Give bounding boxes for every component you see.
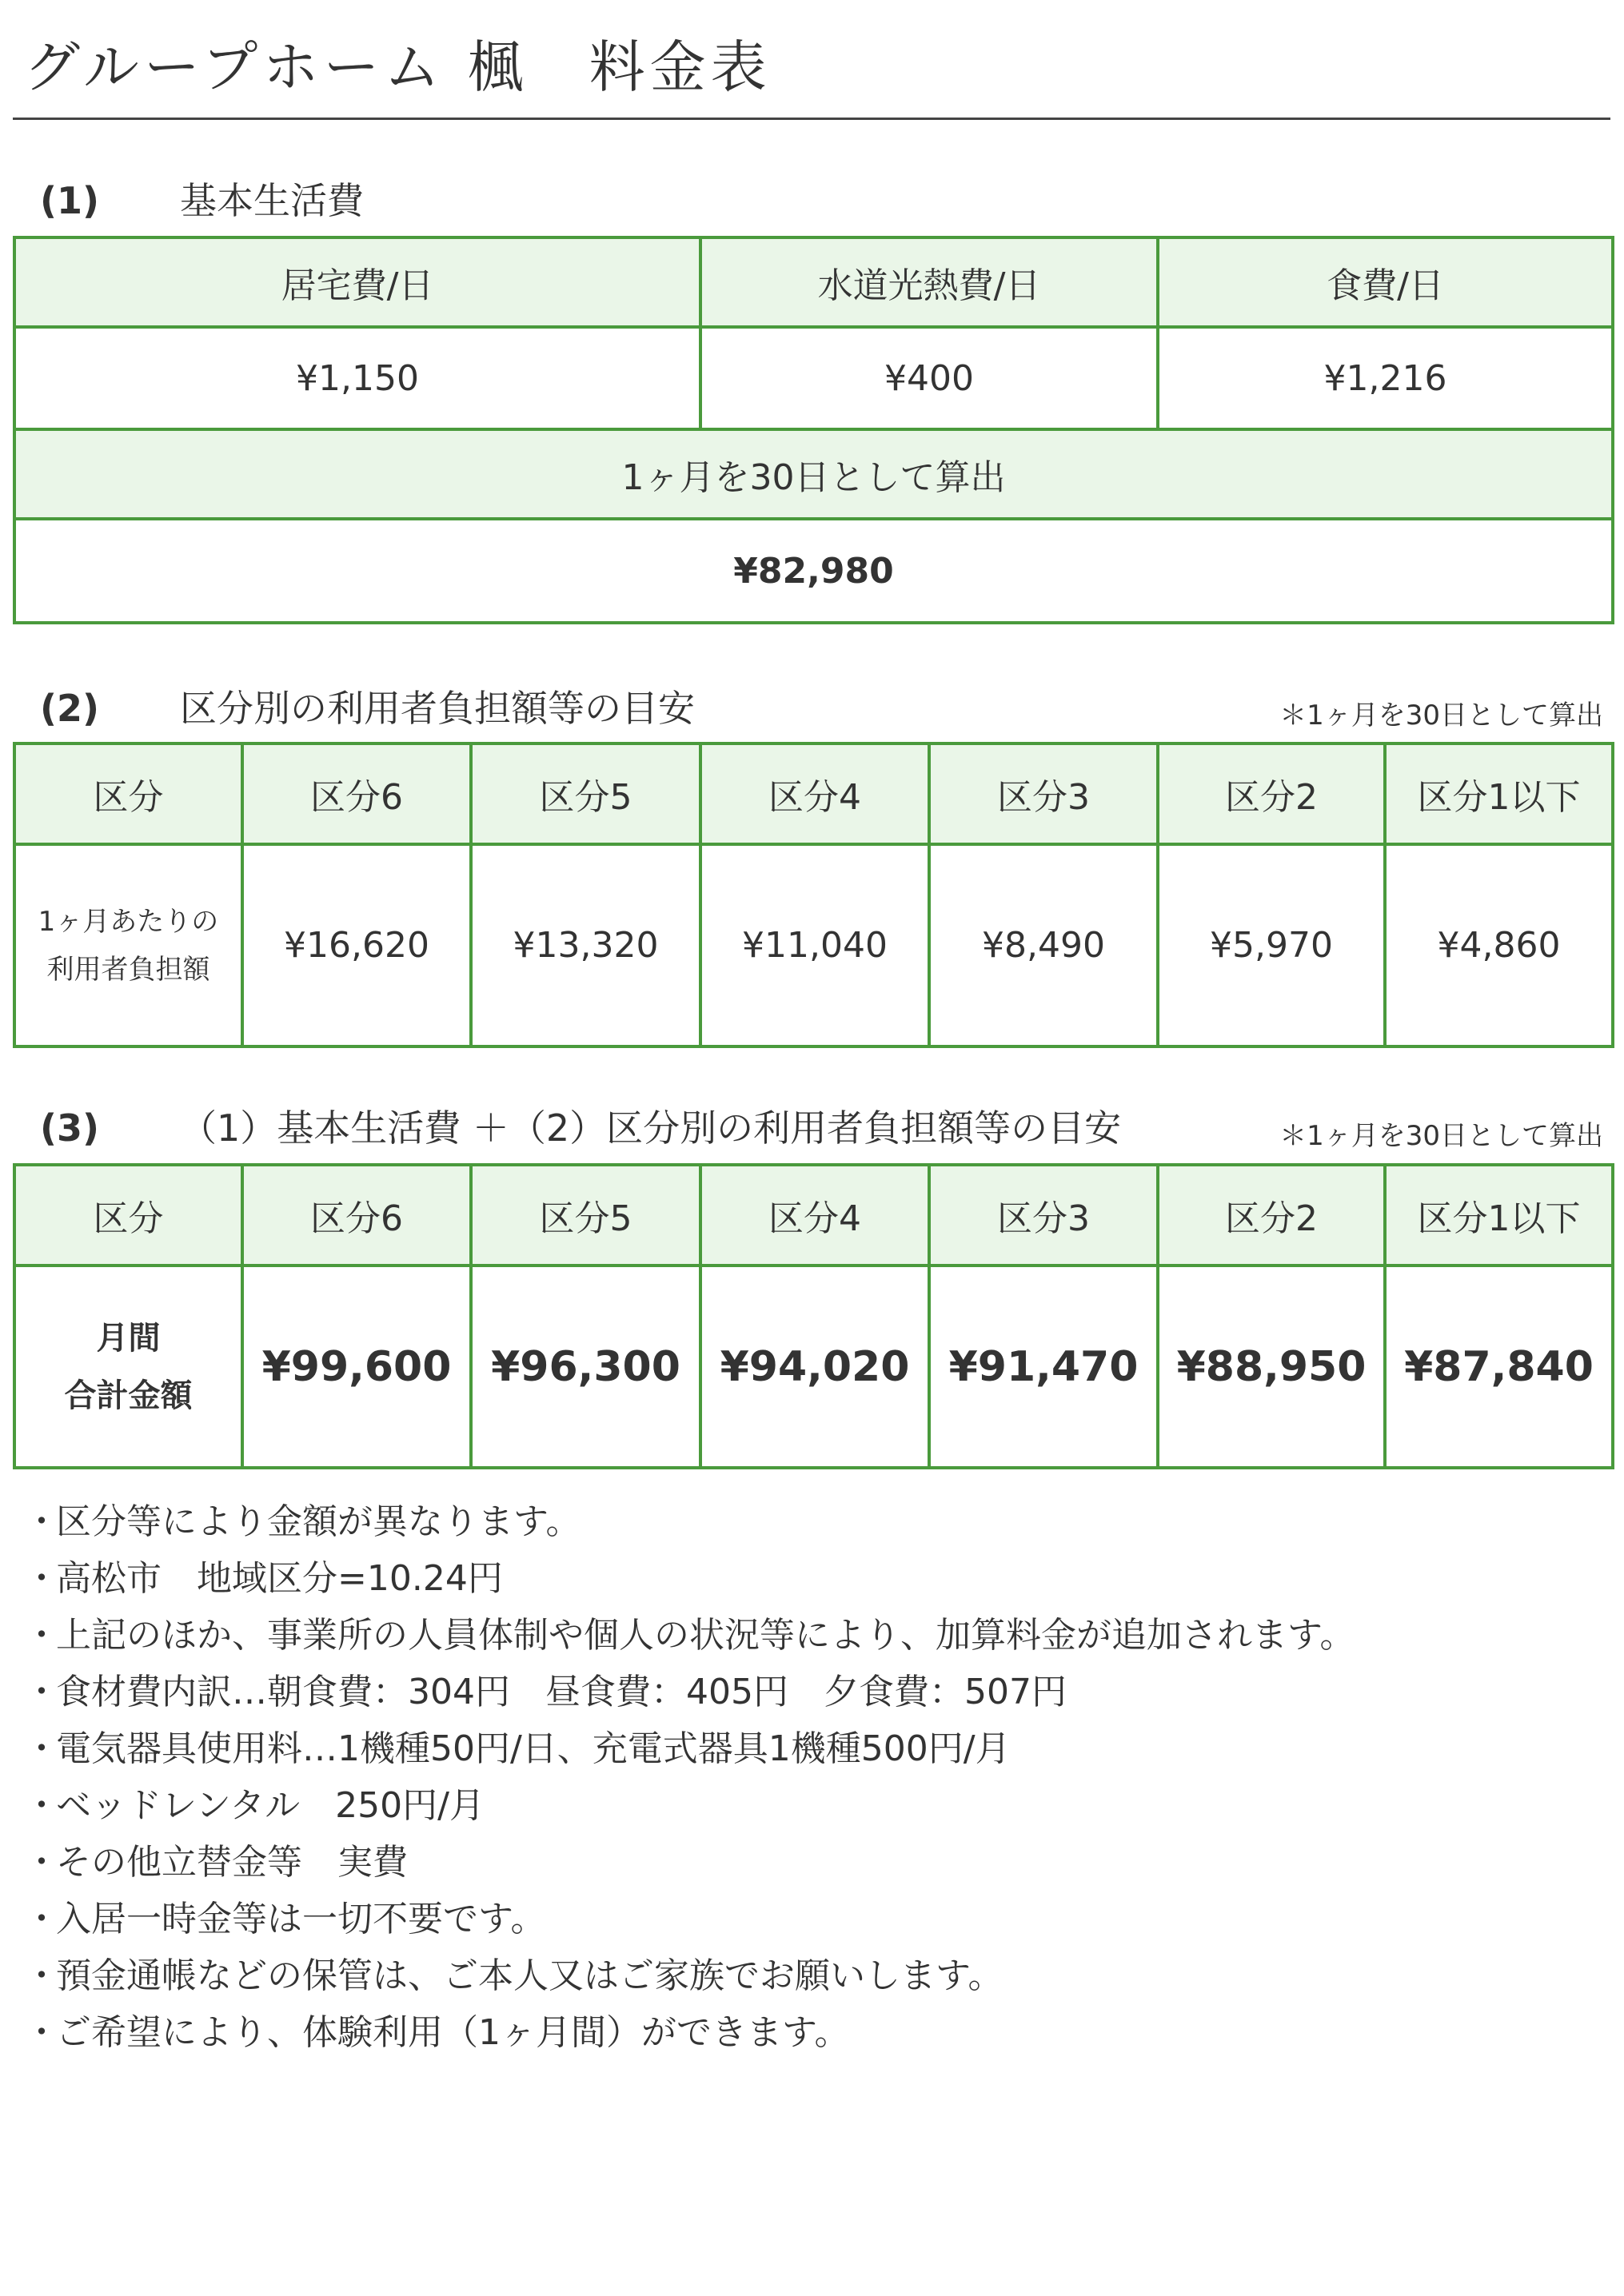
list-item xyxy=(24,1834,1355,1891)
table-cell: ¥11,040 xyxy=(700,844,929,1046)
column-header: 区分1以下 xyxy=(1385,1165,1613,1266)
table-cell: ¥1,216 xyxy=(1158,327,1613,429)
table-cell: ¥99,600 xyxy=(242,1266,471,1468)
table-cell: ¥4,860 xyxy=(1385,844,1613,1046)
row-label-line: 月間 xyxy=(96,1319,161,1357)
column-header: 区分 xyxy=(14,1165,242,1266)
note-text: 預金通帳などの保管は、ご本人又はご家族でお願いします。 xyxy=(56,1955,1004,1996)
monthly-total: ¥82,980 xyxy=(14,519,1613,623)
column-header: 区分 xyxy=(14,743,242,844)
column-header: 水道光熱費/日 xyxy=(700,237,1158,327)
list-item xyxy=(24,1493,1355,1550)
table-row xyxy=(14,519,1613,623)
bullet: ・ xyxy=(24,1615,59,1656)
column-header: 区分6 xyxy=(242,743,471,844)
column-header: 区分6 xyxy=(242,1165,471,1266)
list-item xyxy=(24,2004,1355,2061)
note-text: 高松市 地域区分=10.24円 xyxy=(56,1558,503,1599)
section1-title: 基本生活費 xyxy=(180,179,364,222)
table-cell: ¥8,490 xyxy=(929,844,1158,1046)
table-header-row xyxy=(14,743,1613,844)
section3-note: ＊1ヶ月を30日として算出 xyxy=(1279,1120,1603,1152)
list-item xyxy=(24,1720,1355,1777)
column-header: 区分2 xyxy=(1158,743,1385,844)
table-cell: ¥96,300 xyxy=(471,1266,700,1468)
column-header: 区分4 xyxy=(700,743,929,844)
section2-note: ＊1ヶ月を30日として算出 xyxy=(1279,700,1603,731)
table-cell: ¥88,950 xyxy=(1158,1266,1385,1468)
table-cell: ¥13,320 xyxy=(471,844,700,1046)
note-text: 食材費内訳…朝食費：304円 昼食費：405円 夕食費：507円 xyxy=(56,1672,1067,1712)
section2-heading xyxy=(40,680,695,732)
note-text: 入居一時金等は一切不要です。 xyxy=(56,1899,546,1939)
bullet: ・ xyxy=(24,1785,59,1826)
table-header-row xyxy=(14,1165,1613,1266)
bullet: ・ xyxy=(24,1672,59,1712)
section3-heading xyxy=(40,1099,1121,1152)
section3-title: （1）基本生活費 ＋（2）区分別の利用者負担額等の目安 xyxy=(180,1106,1122,1150)
note-text: ご希望により、体験利用（1ヶ月間）ができます。 xyxy=(56,2012,850,2053)
column-header: 区分2 xyxy=(1158,1165,1385,1266)
bullet: ・ xyxy=(24,1728,59,1769)
table-cell: ¥87,840 xyxy=(1385,1266,1613,1468)
row-label-line: 1ヶ月あたりの xyxy=(38,905,219,938)
section1-heading xyxy=(40,172,364,225)
list-item xyxy=(24,1891,1355,1947)
bullet: ・ xyxy=(24,2012,59,2053)
calc-basis-label: 1ヶ月を30日として算出 xyxy=(14,429,1613,519)
list-item xyxy=(24,1550,1355,1607)
bullet: ・ xyxy=(24,1558,59,1599)
bullet: ・ xyxy=(24,1899,59,1939)
section3-number: (3) xyxy=(40,1106,100,1150)
row-label xyxy=(14,1266,242,1468)
table-row xyxy=(14,1266,1613,1468)
column-header: 区分3 xyxy=(929,743,1158,844)
column-header: 区分1以下 xyxy=(1385,743,1613,844)
column-header: 区分5 xyxy=(471,743,700,844)
section2-number: (2) xyxy=(40,687,100,730)
note-text: 区分等により金額が異なります。 xyxy=(56,1501,581,1542)
bullet: ・ xyxy=(24,1842,59,1883)
row-label-line: 合計金額 xyxy=(64,1377,193,1414)
table-row xyxy=(14,844,1613,1046)
list-item xyxy=(24,1664,1355,1720)
notes-list xyxy=(24,1493,1355,2061)
column-header: 居宅費/日 xyxy=(14,237,700,327)
list-item xyxy=(24,1777,1355,1834)
table-cell: ¥91,470 xyxy=(929,1266,1158,1468)
list-item xyxy=(24,1607,1355,1664)
user-burden-table xyxy=(13,742,1614,1048)
note-text: 上記のほか、事業所の人員体制や個人の状況等により、加算料金が追加されます。 xyxy=(56,1615,1355,1656)
table-cell: ¥94,020 xyxy=(700,1266,929,1468)
table-cell: ¥5,970 xyxy=(1158,844,1385,1046)
column-header: 食費/日 xyxy=(1158,237,1613,327)
note-text: ベッドレンタル 250円/月 xyxy=(56,1785,485,1826)
table-cell: ¥400 xyxy=(700,327,1158,429)
list-item xyxy=(24,1947,1355,2004)
section2-title: 区分別の利用者負担額等の目安 xyxy=(180,687,695,730)
column-header: 区分4 xyxy=(700,1165,929,1266)
row-label-line: 利用者負担額 xyxy=(46,953,210,986)
table-header-row xyxy=(14,237,1613,327)
bullet: ・ xyxy=(24,1955,59,1996)
column-header: 区分3 xyxy=(929,1165,1158,1266)
row-label xyxy=(14,844,242,1046)
bullet: ・ xyxy=(24,1501,59,1542)
title-divider xyxy=(13,118,1610,120)
section1-number: (1) xyxy=(40,179,100,222)
table-row xyxy=(14,429,1613,519)
column-header: 区分5 xyxy=(471,1165,700,1266)
note-text: その他立替金等 実費 xyxy=(56,1842,408,1883)
note-text: 電気器具使用料…1機種50円/日、充電式器具1機種500円/月 xyxy=(56,1728,1011,1769)
page-title: グループホーム 楓 料金表 xyxy=(24,34,772,100)
table-cell: ¥16,620 xyxy=(242,844,471,1046)
table-cell: ¥1,150 xyxy=(14,327,700,429)
table-row xyxy=(14,327,1613,429)
basic-living-cost-table xyxy=(13,236,1614,624)
monthly-total-table xyxy=(13,1163,1614,1469)
